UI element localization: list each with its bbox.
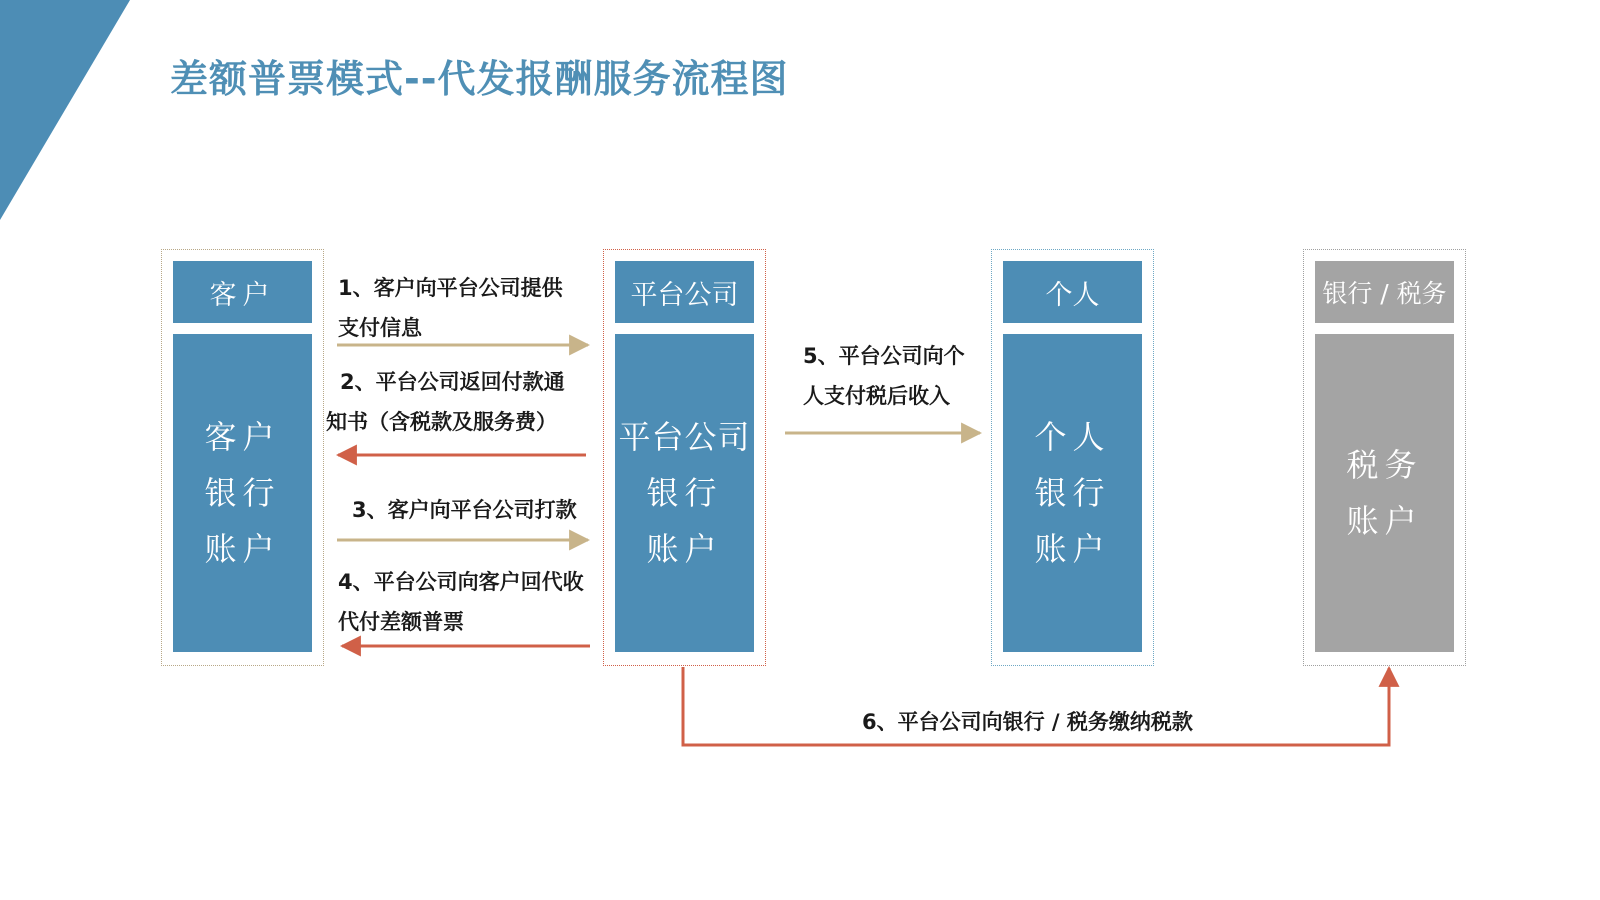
- individual-header: [1003, 261, 1142, 323]
- step-1-line-2: 支付信息: [338, 316, 422, 340]
- platform-bank-account-box: [615, 334, 754, 652]
- customer-body-line-2: 银行: [204, 474, 281, 512]
- bank-tax-header-label: 银行 / 税务: [1322, 279, 1447, 308]
- step-1-line-1: 1、客户向平台公司提供: [338, 276, 563, 300]
- platform-header: [615, 261, 754, 323]
- platform-header-label: 平台公司: [630, 279, 739, 311]
- customer-header: [173, 261, 312, 323]
- step-5-label: [803, 336, 965, 416]
- step-4-line-2: 代付差额普票: [338, 610, 464, 634]
- customer-body-line-1: 客户: [204, 418, 281, 456]
- page-title: 差额普票模式--代发报酬服务流程图: [170, 57, 789, 101]
- step-5-line-1: 5、平台公司向个: [803, 344, 965, 368]
- individual-bank-account-box: [1003, 334, 1142, 652]
- customer-body-line-3: 账户: [204, 530, 281, 568]
- corner-stripe: [0, 0, 130, 220]
- step-1-label: [338, 268, 563, 348]
- customer-bank-account-box: [173, 334, 312, 652]
- platform-body-line-3: 账户: [646, 530, 723, 568]
- bank-tax-body-line-1: 税务: [1346, 446, 1423, 484]
- step-2-line-1: 2、平台公司返回付款通: [340, 370, 565, 394]
- step-4-label: [338, 562, 584, 642]
- platform-body-line-2: 银行: [646, 474, 723, 512]
- step-3-label: [352, 490, 577, 530]
- step-4-line-1: 4、平台公司向客户回代收: [338, 570, 584, 594]
- bank-tax-header: [1315, 261, 1454, 323]
- tax-account-box: [1315, 334, 1454, 652]
- individual-body-line-3: 账户: [1034, 530, 1111, 568]
- platform-body-line-1: 平台公司: [618, 418, 751, 456]
- step-6-label: [862, 702, 1193, 742]
- customer-header-label: 客户: [209, 279, 276, 311]
- individual-header-label: 个人: [1045, 279, 1100, 311]
- bank-tax-body-line-2: 账户: [1346, 502, 1423, 540]
- step-3-line-1: 3、客户向平台公司打款: [352, 498, 577, 522]
- step-2-label: [326, 362, 565, 442]
- step-5-line-2: 人支付税后收入: [803, 384, 950, 408]
- individual-body-line-2: 银行: [1034, 474, 1111, 512]
- step-2-line-2: 知书（含税款及服务费）: [326, 410, 557, 434]
- step-6-line-1: 6、平台公司向银行 / 税务缴纳税款: [862, 710, 1193, 734]
- individual-body-line-1: 个人: [1034, 418, 1111, 456]
